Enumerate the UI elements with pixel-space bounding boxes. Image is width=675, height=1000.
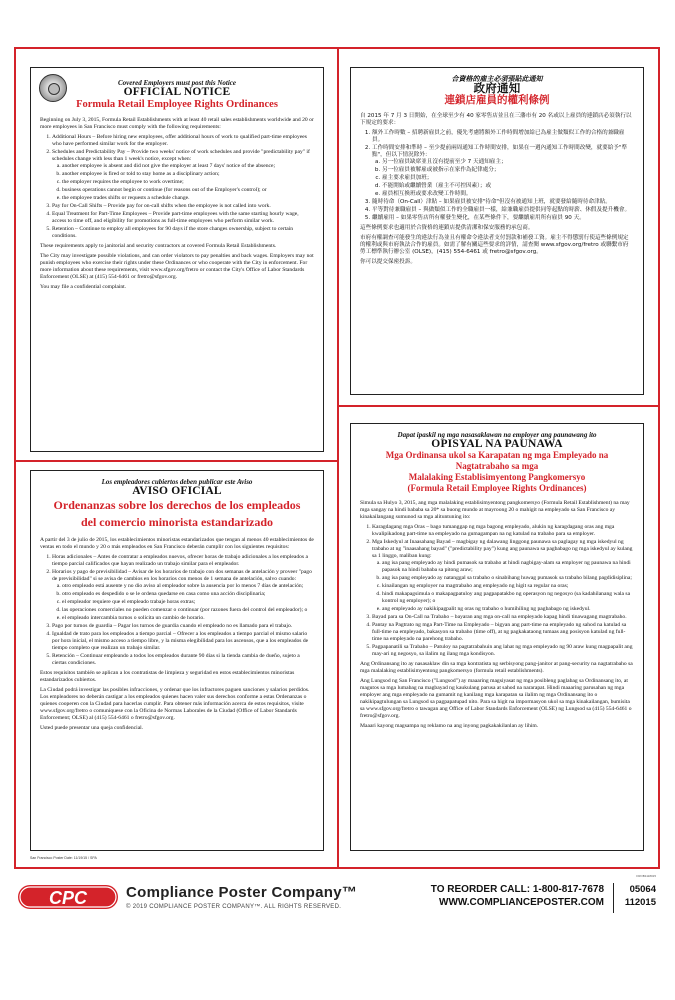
list-item: 1. 額外工作時數 – 招聘新雇員之前，優先考慮將額外工作時間增加給已為雇主做類似工作的合格的兼職雇員。 <box>372 130 634 144</box>
list-item: c. kinailangan ng employer na magtrabaho ang empleyado ng higit sa regular na oras; <box>382 583 634 590</box>
spanish-complaint-text: Usted puede presentar una queja confidencial. <box>40 725 144 731</box>
tagalog-complaint-text: Maaari kayong magsampa ng reklamo na ang inyong pagkakakilanlan ay lihim. <box>360 723 539 729</box>
footer-divider <box>613 883 615 913</box>
reorder-phone: TO REORDER CALL: 1-800-817-7678 <box>430 884 604 895</box>
list-item: e. ang empleyado ay nakikipagpalit ng oras ng trabaho o humihiling ng pagbabago ng iskedyul. <box>382 606 634 613</box>
english-exceptions-list <box>52 163 314 202</box>
list-item: c. 雇主要求雇員加班； <box>382 175 634 182</box>
list-item: 1. Additional Hours – Before hiring new employees, offer additional hours of work to qualified part-time employees who have performed similar work for the employer. <box>52 134 314 148</box>
tagalog-subtitle-line-2: Malalaking Establisimyentong Pangkomersyo <box>408 472 586 482</box>
list-item: 3. Bayad para sa On-Call na Trabaho – bayaran ang mga on-call na empleyado kapag hindi tinawagang magtrabaho. <box>372 614 634 621</box>
list-item: 3. 隨時待命（On-Call）津貼 – 如果雇員被安排"待命"但沒有被通知上班，就要發給隨時待命津貼。 <box>372 199 634 206</box>
list-item: d. hindi makapagsimula o makapagpatuloy ang pagpapatakbo ng operasyon ng negosyo (sa kadahilanang wala sa kontrol ng employer); o <box>382 591 634 605</box>
list-item: d. las operaciones comerciales no pueden comenzar o continuar (por razones fuera del control del empleador); o <box>62 607 314 614</box>
english-investigate-text: The City may investigate possible violations, and can order violators to pay penalties and back wages. Employers may not punish employees who exercise their rights under these Ordinances or who cooperate with the City in enforcement. For more information about these requirements, visit www.sfgov.org/fretro or contact the City's Office of Labor Standards Enforcement (OLSE) at (415) 554-6461 or fretro@sfgov.org. <box>40 253 314 280</box>
list-item: b. 另一位雇員被解雇或被指示在家作為紀律處分； <box>382 167 634 174</box>
product-code: 05064 <box>629 884 656 895</box>
list-item: a. 另一位雇員缺席並且沒有提前至少 7 天通知雇主； <box>382 159 634 166</box>
tagalog-subtitle-line-3: (Formula Retail Employee Rights Ordinances) <box>407 483 587 493</box>
print-note: San Francisco Poster Date: 11/19/15 / SPA <box>30 856 97 860</box>
spanish-intro-italic: Los empleadores cubiertos deben publicar este Aviso <box>101 478 253 486</box>
website-link[interactable]: WWW.COMPLIANCEPOSTER.COM <box>439 897 604 908</box>
list-item: 4. Pantay na Pagtrato ng mga Part-Time na Empleyado – bigyan ang part-time na empleyado ng sahod na katulad sa full-time na empleyado, bakasyon sa trabaho (time off), at ng pagkakataong tumaas ang posisyon katulad ng full-time na empleyado na parehong trabaho. <box>372 622 634 643</box>
list-item: a. ang isa pang empleyado ay hindi pumasok sa trabaho at hindi nagbigay-alam sa employer ng paunawa na hindi papasok na hindi bababa sa pitong araw; <box>382 560 634 574</box>
chinese-exceptions-list <box>372 159 634 198</box>
copyright-text: © 2019 COMPLIANCE POSTER COMPANY™. ALL RIGHTS RESERVED. <box>126 904 342 910</box>
spanish-investigate-text: La Ciudad podrá investigar las posibles infracciones, y ordenar que los infractores paguen sanciones y salarios perdidos. Los empleadores no deberán castigar a los empleados quienes hacen valer sus derechos conforme a estas Ordenanzas o quienes cooperen con la Ciudad para hacerlas cumplir. Para obtener más información acerca de estos requisitos, visite www.sfgov.org/fretro o comuníquese con la Oficina de Normas Laborales de la Ciudad (Office of Labor Standards Enforcement; OLSE) al (415) 554-6461 o fretro@sfgov.org. <box>40 687 310 721</box>
list-item: 1. Horas adicionales – Antes de contratar a empleados nuevos, ofrecer horas de trabajo adicionales a los empleados a tiempo parcial calificados que hayan realizado un trabajo similar para el empleador. <box>52 554 314 568</box>
list-item: b. ang isa pang empleyado ay natanggal sa trabaho o sinabihang huwag pumasok sa trabaho bilang pagdidisiplina; <box>382 575 634 582</box>
footer <box>14 874 660 918</box>
chinese-intro-italic: 合資格的雇主必須張貼此通知 <box>451 75 543 83</box>
tagalog-investigate-text: Ang Lungsod ng San Francisco ("Lungsod") ay maaaring magsiyasat ng mga posibleng paglabag sa Ordinansang ito, at magutos sa mga lumabag na magbayad ng kaukulang parusa at sahod na nararapat. Hindi maaaring parusahan ng mga employer ang mga empleyado na gumamit ng kanilang mga karapatan sa ilalim ng mga Ordinansang ito o nakikipagtulungan sa Lungsod sa pagpapatupad nito. Para sa higit na impormasyon ukol sa mga kinakailangan, bumisita sa www.sfgov.org/fretro o tawagan ang Office of Labor Standards Enforcement (OLSE) ng Lungsod sa (415) 554-6461 o fretro@sfgov.org. <box>360 678 632 719</box>
chinese-investigate-text: 市府有權調查可能發生的違法行為並且有權命令違法者支付罰款和補發工資。雇主不得懲罰行使這些條例規定的權利或與市府執法合作的雇員。如需了解有關這些要求的詳情，請查閱 www.sfgov.org/fretro 或聯繫市府勞工標準執行辦公室 (OLSE)，(415) 554-6461 或 fretro@sfgov.org。 <box>360 235 629 255</box>
english-subtitle: Formula Retail Employee Rights Ordinances <box>76 99 278 110</box>
list-item: 4. Equal Treatment for Part-Time Employees – Provide part-time employees with the same starting hourly wage, access to time off, and eligibility for promotions as full-time employees who perform similar work. <box>52 211 314 225</box>
spanish-subtitle-line-2: del comercio minorista estandarizado <box>80 515 274 529</box>
list-item: 2. Schedules and Predictability Pay – Provide two weeks' notice of work schedules and provide "predictability pay" if schedules change with less than 1 week's notice, except when: a. another employee is absent and did not give the employer at least 7 days' notice of the absence; b. another employee is fired or told to stay home as a disciplinary action; c. the employer requires the employee to work overtime; d. business operations cannot begin or continue (for reasons out of the Employer's control); or e. the employee trades shifts or requests a schedule change. <box>52 149 314 202</box>
chinese-intro: 自 2015 年 7 月 3 日開始，在全球至少有 40 家零售店並且在三藩市有 20 名或以上雇員的連鎖店必須執行以下規定的要求： <box>360 113 632 126</box>
chinese-notice-panel <box>350 67 644 395</box>
date-code: 112015 <box>624 897 656 908</box>
list-item: 5. Pagpapanatili sa Trabaho – Patuloy na pagtatrabahuin ang lahat ng mga empleyado ng 90 araw kung magpapalit ang may-ari ng negosyo, sa ilalim ng ilang mga kondisyon. <box>372 644 634 658</box>
list-item: e. the employee trades shifts or requests a schedule change. <box>62 195 314 202</box>
chinese-complaint-text: 你可以提交保密投訴。 <box>360 259 416 265</box>
list-item: 5. 繼續雇用 – 如果零售店所有權發生變化，在某些條件下，要繼續雇用所有雇員 90 天。 <box>372 215 634 222</box>
spanish-exceptions-list <box>52 583 314 622</box>
english-intro-italic: Covered Employers must post this Notice <box>117 79 237 87</box>
list-item: 5. Retention – Continue to employ all employees for 90 days if the store changes ownership, subject to certain conditions. <box>52 226 314 240</box>
list-item: 4. 平等對待兼職雇員 – 與做類似工作的全職雇員一樣，給兼職雇員提供同等起點的時薪、休假及提升機會。 <box>372 207 634 214</box>
tagalog-janitorial-note: Ang Ordinansang ito ay nasasaklaw din sa mga kontratista ng serbisyong pang-janitor at pang-security na nagtatrabaho sa mga malalaking establisimyentong pangkomersyo (formula retail establishments). <box>360 661 633 674</box>
english-title: OFFICIAL NOTICE <box>123 86 231 98</box>
spanish-janitorial-note: Estos requisitos también se aplican a los contratistas de limpieza y seguridad en estos establecimientos minoristas estandarizados cubiertos. <box>40 670 295 683</box>
tiny-product-code: FROB1118015 <box>636 874 656 878</box>
list-item: b. another employee is fired or told to stay home as a disciplinary action; <box>62 171 314 178</box>
list-item: 4. Igualdad de trato para los empleados a tiempo parcial – Ofrecer a los empleados a tiempo parcial el mismo salario por hora inicial, el mismo acceso a tiempo libre, y la misma elegibilidad para los ascensos, que a los empleados de tiempo completo que realizan un trabajo similar. <box>52 631 314 652</box>
left-horizontal-divider <box>14 460 338 462</box>
spanish-notice-panel <box>30 470 324 851</box>
list-item: 2. Mga Iskedyul at Inaasahang Bayad – magbigay ng dalawang linggong paunawa sa paglagay ng mga iskedyul ng trabaho at ng "inaasahang bayad" ("predictability pay") kung ang paunawa sa pagbabago ng mga iskedyul ay kulang sa 1 linggo, maliban kung: a. ang isa pang empleyado ay hindi pumasok sa trabaho at hindi nagbigay-alam sa employer ng paunawa na hindi papasok na hindi bababa sa pitong araw; b. ang isa pang empleyado ay natanggal sa trabaho o sinabihang huwag pumasok sa trabaho bilang pagdidisiplina; c. kinailangan ng employer na magtrabaho ang empleyado ng higit sa regular na oras; d. hindi makapagsimula o makapagpatuloy ang pagpapatakbo ng operasyon ng negosyo (sa kadahilanang wala sa kontrol ng employer); o e. ang empleyado ay nakikipagpalit ng oras ng trabaho o humihiling ng pagbabago ng iskedyul. <box>372 539 634 613</box>
spanish-subtitle-line-1: Ordenanzas sobre los derechos de los empleados <box>53 498 301 512</box>
tagalog-exceptions-list <box>372 560 634 613</box>
english-notice-panel <box>30 67 324 452</box>
chinese-requirements-list <box>360 130 634 222</box>
company-name: Compliance Poster Company™ <box>126 884 358 901</box>
list-item: d. 不能開始或繼續營業（雇主不可控因素）；或 <box>382 183 634 190</box>
spanish-requirements-list <box>40 554 314 667</box>
list-item: 3. Pay for On-Call Shifts – Provide pay for on-call shifts when the employee is not called into work. <box>52 203 314 210</box>
list-item: d. business operations cannot begin or continue (for reasons out of the Employer's control); or <box>62 187 314 194</box>
list-item: 2. Horarios y pago de previsibilidad – Avisar de los horarios de trabajo con dos semanas de antelación y proveer "pago de previsibilidad" si se avisa de cambios en los horarios con menos de 1 semana de antelación, salvo cuando: a. otro empleado está ausente y no dio aviso al empleador sobre la ausencia por lo menos 7 días de antelación; b. otro empleado es despedido o se le ordena quedarse en casa como una acción disciplinaria; c. el empleador requiere que el empleado trabaje horas extras; d. las operaciones comerciales no pueden comenzar o continuar (por razones fuera del control del empleador); o e. el empleado intercambia turnos o solicita un cambio de horario. <box>52 569 314 622</box>
list-item: b. otro empleado es despedido o se le ordena quedarse en casa como una acción disciplinaria; <box>62 591 314 598</box>
tagalog-notice-panel <box>350 423 644 851</box>
list-item: e. el empleado intercambia turnos o solicita un cambio de horario. <box>62 615 314 622</box>
list-item: 5. Retención – Continuar empleando a todos los empleados durante 90 días si la tienda cambia de dueño, sujeto a ciertas condiciones. <box>52 653 314 667</box>
vertical-divider <box>337 47 339 869</box>
cpc-logo-icon <box>18 882 118 912</box>
tagalog-intro: Simula sa Hulyo 3, 2015, ang mga malalaking establisimyentong pangkomersyo (Formula Retail Establishment) na may mga sangay na hindi bababa sa 20* sa buong mundo at mayroong 20 o mahigit na empleyado sa San Francisco ay kinakailangang sumunod sa mga alituntuning ito: <box>360 500 630 520</box>
list-item: 2. 工作時間安排和準時 – 至少提前兩周通知工作時間安排，如果在一週內通知工作時間改變，就要給予"準點"，但以下情況除外： a. 另一位雇員缺席並且沒有提前至少 7 天通知雇主； b. 另一位雇員被解雇或被指示在家作為紀律處分； c. 雇主要求雇員加班； d. 不能開始或繼續營業（雇主不可控因素）；或 e. 雇員相互換班或要求改變工作時間。 <box>372 145 634 198</box>
tagalog-intro-italic: Dapat ipaskil ng mga nasasaklawan na employer ang paunawang ito <box>397 431 597 439</box>
spanish-intro: A partir del 3 de julio de 2015, los establecimientos minoristas estandarizados que tengan al menos 40 establecimientos de ventas en todo el mundo y 20 o más empleados en San Francisco deberán cumplir con los siguientes requisitos: <box>40 537 314 550</box>
list-item: c. the employer requires the employee to work overtime; <box>62 179 314 186</box>
english-janitorial-note: These requirements apply to janitorial and security contractors at covered Formula Retail Establishments. <box>40 243 277 249</box>
chinese-title: 政府通知 <box>473 81 521 95</box>
spanish-title: AVISO OFICIAL <box>132 485 222 497</box>
svg-text:CPC: CPC <box>48 888 88 908</box>
list-item: e. 雇員相互換班或要求改變工作時間。 <box>382 191 634 198</box>
tagalog-subtitle-line-1: Mga Ordinansa ukol sa Karapatan ng mga Empleyado na Nagtatrabaho sa mga <box>385 450 609 471</box>
right-horizontal-divider <box>338 405 660 407</box>
english-complaint-text: You may file a confidential complaint. <box>40 284 127 290</box>
english-intro: Beginning on July 3, 2015, Formula Retail Establishments with at least 40 retail sales establishments worldwide and 20 or more employees in San Francisco must comply with the following requirements: <box>40 117 314 130</box>
list-item: c. el empleador requiere que el empleado trabaje horas extras; <box>62 599 314 606</box>
list-item: a. otro empleado está ausente y no dio aviso al empleador sobre la ausencia por lo menos 7 días de antelación; <box>62 583 314 590</box>
chinese-janitorial-note: 這些條例要求也適用於合資格的連鎖店提供清潔和保安服務的承包商。 <box>360 225 534 231</box>
english-requirements-list <box>40 134 314 240</box>
list-item: a. another employee is absent and did not give the employer at least 7 days' notice of the absence; <box>62 163 314 170</box>
tagalog-requirements-list <box>360 524 634 658</box>
list-item: 1. Karagdagang mga Oras – bago tumanggap ng mga bagong empleyado, alukin ng karagdagang oras ang mga kwalipikadong part-time na empleyado na gumagampan na ng katulad na trabaho para sa employer. <box>372 524 634 538</box>
chinese-subtitle: 連鎖店雇員的權利條例 <box>444 94 550 106</box>
city-seal-icon <box>39 74 67 102</box>
list-item: 3. Pago por turnos de guardia – Pagar los turnos de guardia cuando el empleado no es llamado para el trabajo. <box>52 623 314 630</box>
tagalog-title: OPISYAL NA PAUNAWA <box>431 438 563 450</box>
